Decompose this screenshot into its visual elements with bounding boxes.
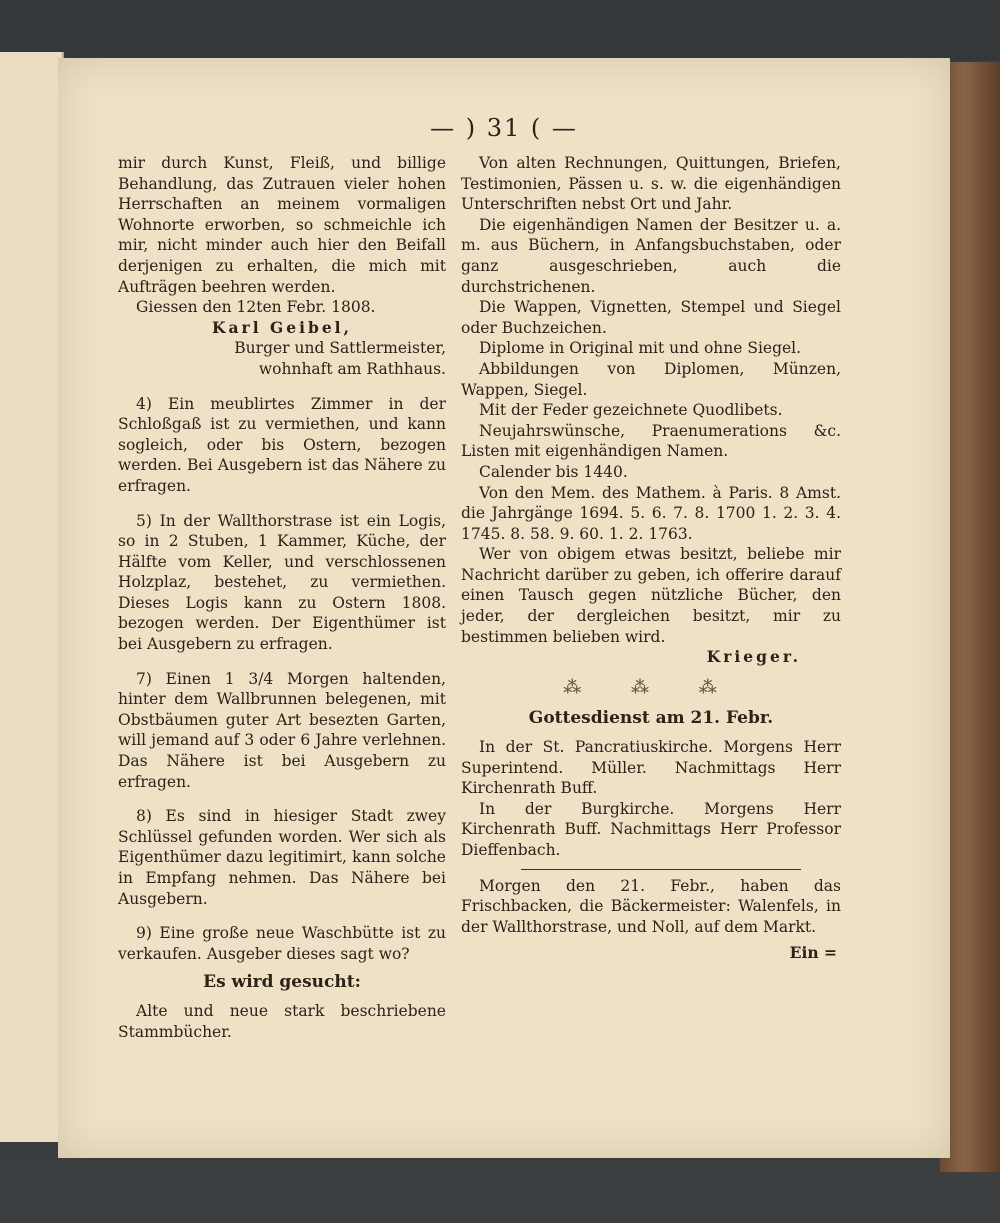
- signature-krieger: Krieger.: [706, 647, 801, 667]
- wanted-item-signatures: Von alten Rechnungen, Quittungen, Briefen, Testimonien, Pässen u. s. w. die eigenhändigen Unterschriften nebst Ort und Jahr.: [461, 154, 841, 214]
- ad-4: 4) Ein meublirtes Zimmer in der Schloßgaß ist zu vermiethen, und kann sogleich, oder bis Ostern, bezogen werden. Bei Ausgebern ist das Nähere zu erfragen.: [118, 394, 446, 495]
- backdrop-top: [0, 0, 1000, 60]
- wanted-offer: Wer von obigem etwas besitzt, beliebe mir Nachricht darüber zu geben, ich offerire darauf einen Tausch gegen nützliche Bücher, den jeder, der dergleichen besitzt, mir zu bestimmen belieben wird.: [461, 545, 841, 646]
- wanted-item-arms: Die Wappen, Vignetten, Stempel und Siegel oder Buchzeichen.: [461, 298, 841, 337]
- wanted-item-newyear: Neujahrswünsche, Praenumerations &c. Listen mit eigenhändigen Namen.: [461, 421, 841, 461]
- place-date: Giessen den 12ten Febr. 1808.: [136, 298, 376, 317]
- left-column: [118, 153, 446, 1042]
- signature-geibel: Karl Geibel,: [212, 317, 352, 337]
- wanted-item-calendar: Calender bis 1440.: [479, 462, 628, 481]
- signature-title: Burger und Sattlermeister,: [234, 339, 446, 358]
- wanted-item-owner-names: Die eigenhändigen Namen der Besitzer u. a. m. aus Büchern, in Anfangsbuchstaben, oder ganz ausgeschrieben, auch die durchstrichenen.: [461, 215, 841, 296]
- wanted-item-illustrations: Abbildungen von Diplomen, Münzen, Wappen, Siegel.: [461, 359, 841, 399]
- ad-9: 9) Eine große neue Waschbütte ist zu verkaufen. Ausgeber dieses sagt wo?: [118, 924, 446, 963]
- service-burgkirche: In der Burgkirche. Morgens Herr Kirchenrath Buff. Nachmittags Herr Professor Dieffenbach.: [461, 799, 841, 859]
- page-number-header: — ) 31 ( —: [430, 114, 578, 142]
- service-pancratius: In der St. Pancratiuskirche. Morgens Herr Superintend. Müller. Nachmittags Herr Kirchenrath Buff.: [461, 738, 841, 798]
- wanted-item-memoires: Von den Mem. des Mathem. à Paris. 8 Amst. die Jahrgänge 1694. 5. 6. 7. 8. 1700 1. 2. 3. 4. 1745. 8. 58. 9. 60. 1. 2. 1763.: [461, 483, 841, 543]
- ornament-divider: ⁂ ⁂ ⁂: [563, 676, 739, 698]
- ad-8: 8) Es sind in hiesiger Stadt zwey Schlüssel gefunden worden. Wer sich als Eigenthümer dazu legitimirt, kann solche in Empfang nehmen. Das Nähere bei Ausgebern.: [118, 807, 446, 908]
- wanted-heading: Es wird gesucht:: [203, 972, 361, 993]
- ad-5: 5) In der Wallthorstrase ist ein Logis, so in 2 Stuben, 1 Kammer, Küche, der Hälfte vom Keller, und verschlossenen Holzplaz, bestehet, zu vermiethen. Dieses Logis kann zu Ostern 1808. bezogen werden. Der Eigenthümer ist bei Ausgebern zu erfragen.: [118, 511, 446, 654]
- facing-page-edge: [0, 52, 64, 1142]
- right-column: [461, 153, 841, 964]
- service-heading: Gottesdienst am 21. Febr.: [528, 708, 774, 729]
- signature-address: wohnhaft am Rathhaus.: [258, 359, 446, 378]
- ad-7: 7) Einen 1 3/4 Morgen haltenden, hinter dem Wallbrunnen belegenen, mit Obstbäumen guter Art besezten Garten, will jemand auf 3 oder 6 Jahre verlehnen. Das Nähere ist bei Ausgebern zu erfragen.: [118, 669, 446, 791]
- backdrop-bottom: [0, 1160, 1000, 1223]
- catchword: Ein =: [789, 943, 837, 963]
- bakers-notice: Morgen den 21. Febr., haben das Frischbacken, die Bäckermeister: Walenfels, in der Wallthorstrase, und Noll, auf dem Markt.: [461, 876, 841, 936]
- section-rule: [521, 869, 801, 870]
- book-page: [58, 58, 950, 1158]
- ad-3-continuation: mir durch Kunst, Fleiß, und billige Behandlung, das Zutrauen vieler hohen Herrschaften an meinem vormaligen Wohnorte erworben, so schmeichle ich mir, nicht minder auch hier den Beifall derjenigen zu erhalten, die mich mit Aufträgen beehren werden.: [118, 154, 446, 296]
- wanted-item-quodlibets: Mit der Feder gezeichnete Quodlibets.: [479, 401, 783, 420]
- wanted-item-diplomas: Diplome in Original mit und ohne Siegel.: [479, 339, 802, 358]
- wanted-item-stammbuecher: Alte und neue stark beschriebene Stammbücher.: [118, 1001, 446, 1041]
